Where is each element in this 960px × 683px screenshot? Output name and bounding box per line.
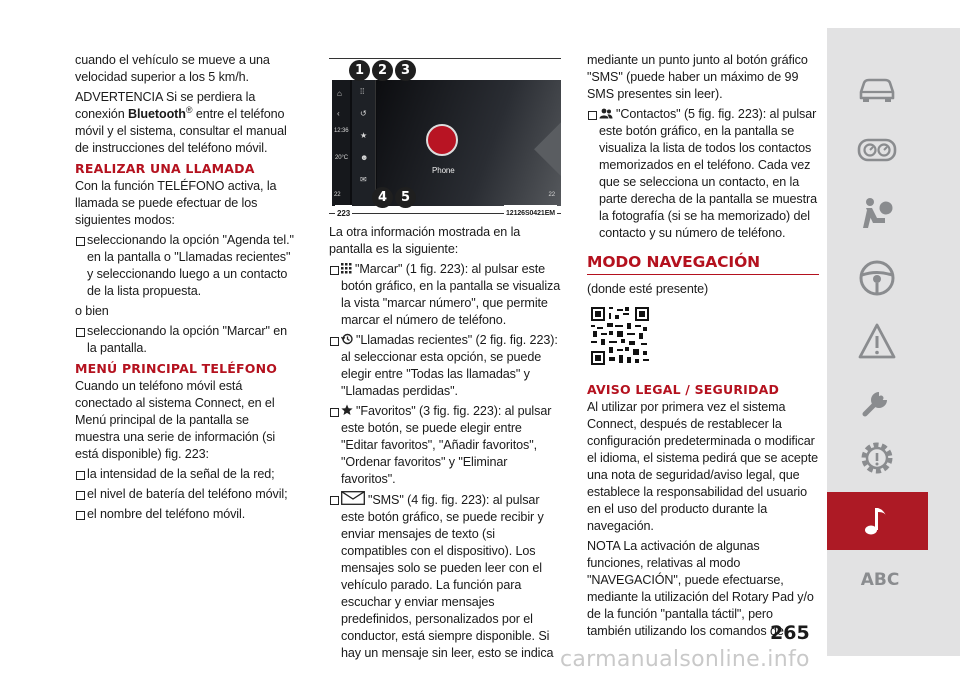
paragraph: Con la función TELÉFONO activa, la llamada se puede efectuar de los siguientes modos: (75, 179, 277, 227)
bullet-item: seleccionando la opción "Agenda tel." en la pantalla o "Llamadas recientes" y seleccionando luego a un contacto de la lista propuesta. (75, 232, 295, 300)
paragraph: o bien (75, 304, 109, 318)
figure-code: 12126S0421EM (504, 205, 557, 222)
qr-code (591, 307, 649, 365)
screen-sidebar (332, 80, 350, 206)
callout-4: 4 (372, 187, 393, 208)
warning-paragraph (75, 89, 295, 157)
section-heading: REALIZAR UNA LLAMADA (75, 161, 255, 176)
dialpad-icon (341, 263, 352, 274)
callout-1: 1 (349, 60, 370, 81)
steering-wheel-icon (857, 258, 897, 298)
bullet-item (329, 403, 561, 488)
bluetooth-brand: Bluetooth (128, 107, 186, 121)
figure-top-rule (329, 58, 561, 59)
registered-mark: ® (185, 104, 193, 115)
paragraph: Cuando un teléfono móvil está conectado al sistema Connect, en el Menú principal de la pantalla se muestra una serie de información (si está disponible) fig. 223: (75, 379, 276, 461)
clover-tile (534, 111, 561, 179)
maintenance-tab[interactable] (855, 378, 899, 422)
screen-time: 12:36 (334, 128, 349, 134)
figure-223 (329, 52, 561, 220)
bullet-text: "Marcar" (1 fig. 223): al pulsar este botón gráfico, en la pantalla se visualiza la vista "marcar número", que permite marcar el número de teléfono. (341, 262, 561, 327)
warning-triangle-icon (857, 322, 897, 362)
callout-3: 3 (395, 60, 416, 81)
paragraph: mediante un punto junto al botón gráfico "SMS" (puede haber un máximo de 99 SMS presentes sin leer). (587, 53, 808, 101)
screen-right-number: 22 (548, 192, 555, 198)
index-tab[interactable]: ABC (860, 570, 900, 590)
wrench-icon (857, 380, 897, 420)
bullet-item: el nombre del teléfono móvil. (75, 506, 295, 523)
dialpad-icon: ⁞⁞ (360, 87, 365, 96)
brand-logo (426, 124, 458, 156)
column-2 (329, 52, 561, 665)
bullet-item (329, 491, 561, 662)
bullet-text: "Llamadas recientes" (2 fig. fig. 223): al seleccionar esta opción, se puede elegir entre "Todas las llamadas" y "Llamadas perdidas". (341, 333, 558, 398)
note-paragraph: NOTA La activación de algunas funciones, relativas al modo "NAVEGACIÓN", puede efectuarse, mediante la utilización del Rotary Pad y/o de la función "pantalla táctil", pero también utilizando los comandos de (587, 539, 814, 638)
sms-icon: ✉ (360, 175, 367, 184)
bullet-item: el nivel de batería del teléfono móvil; (75, 486, 295, 503)
music-note-icon (857, 501, 897, 541)
callout-5: 5 (395, 187, 416, 208)
settings-icon (857, 438, 897, 478)
home-icon: ⌂ (337, 89, 342, 98)
bullet-text: "Contactos" (5 fig. fig. 223): al pulsar este botón gráfico, en la pantalla se visualiza la lista de todos los contactos memorizados en el teléfono. Cada vez que se selecciona un contacto, en la parte derecha de la pantalla se muestra la fotografía (si se ha memorizado) del contacto y su número de teléfono. (599, 107, 818, 240)
bullet-item (587, 106, 819, 242)
car-icon (857, 68, 897, 108)
paragraph: La otra información mostrada en la pantalla es la siguiente: (329, 225, 521, 256)
bullet-text: "SMS" (4 fig. fig. 223): al pulsar este botón gráfico, se puede recibir y enviar mensajes de texto (si compatibles con el dispositivo). Los mensajes solo se pueden leer con el vehículo parado. La función para escuchar y enviar mensajes predefinidos, personalizados por el conductor, está siempre disponible. Si hay un mensaje sin leer, esto se indica (341, 493, 554, 660)
steering-wheel-tab[interactable] (855, 256, 899, 300)
screen-temp: 20°C (335, 155, 349, 161)
watermark: carmanualsonline.info (560, 647, 810, 672)
dashboard-tab[interactable] (855, 128, 899, 172)
warning-tab[interactable] (855, 320, 899, 364)
column-1 (75, 52, 295, 526)
airbag-tab[interactable] (855, 192, 899, 236)
bullet-item (329, 332, 561, 400)
bullet-item: seleccionando la opción "Marcar" en la pantalla. (75, 323, 295, 357)
favorites-icon: ★ (360, 131, 368, 140)
callout-2: 2 (372, 60, 393, 81)
contacts-icon (599, 108, 613, 119)
settings-tab[interactable] (855, 436, 899, 480)
contacts-icon: ☻ (360, 153, 369, 162)
sms-envelope-icon (341, 491, 365, 505)
figure-number: 223 (335, 205, 352, 222)
paragraph: (donde esté presente) (587, 282, 709, 296)
column-3 (587, 52, 819, 643)
star-icon (341, 404, 353, 416)
section-heading: MENÚ PRINCIPAL TELÉFONO (75, 361, 278, 376)
page-number: 265 (770, 622, 810, 644)
dashboard-icon (857, 130, 897, 170)
recent-calls-icon: ↺ (360, 109, 367, 118)
phone-label: Phone (432, 166, 455, 175)
multimedia-tab[interactable] (855, 499, 899, 543)
airbag-icon (857, 194, 897, 234)
phone-menu-panel (352, 80, 376, 206)
bullet-item (329, 261, 561, 329)
bullet-item: la intensidad de la señal de la red; (75, 466, 295, 483)
recent-calls-icon (341, 333, 353, 345)
back-icon: ‹ (337, 109, 340, 118)
paragraph: Al utilizar por primera vez el sistema Connect, después de restablecer la configuración predeterminada o modificar el idioma, el sistema pedirá que se acepte una nota de seguridad/aviso legal, que establece la responsabilidad del usuario en el uso del producto durante la navegación. (587, 400, 819, 533)
section-title: MODO NAVEGACIÓN (587, 252, 819, 275)
car-tab[interactable] (855, 66, 899, 110)
infotainment-screen (332, 80, 561, 206)
chapter-sidebar (827, 28, 960, 656)
paragraph: cuando el vehículo se mueve a una velocidad superior a los 5 km/h. (75, 53, 270, 84)
section-heading: AVISO LEGAL / SEGURIDAD (587, 382, 780, 397)
screen-left-number: 22 (334, 192, 341, 198)
warning-text: entre el teléfono móvil y el sistema, consultar el manual de instrucciones del teléfono móvil. (75, 107, 287, 155)
warning-text: ADVERTENCIA Si se perdiera la conexión (75, 90, 256, 121)
bullet-text: "Favoritos" (3 fig. fig. 223): al pulsar este botón, se puede elegir entre "Editar favoritos", "Añadir favoritos", "Ordenar favoritos" y "Eliminar favoritos". (341, 404, 552, 486)
